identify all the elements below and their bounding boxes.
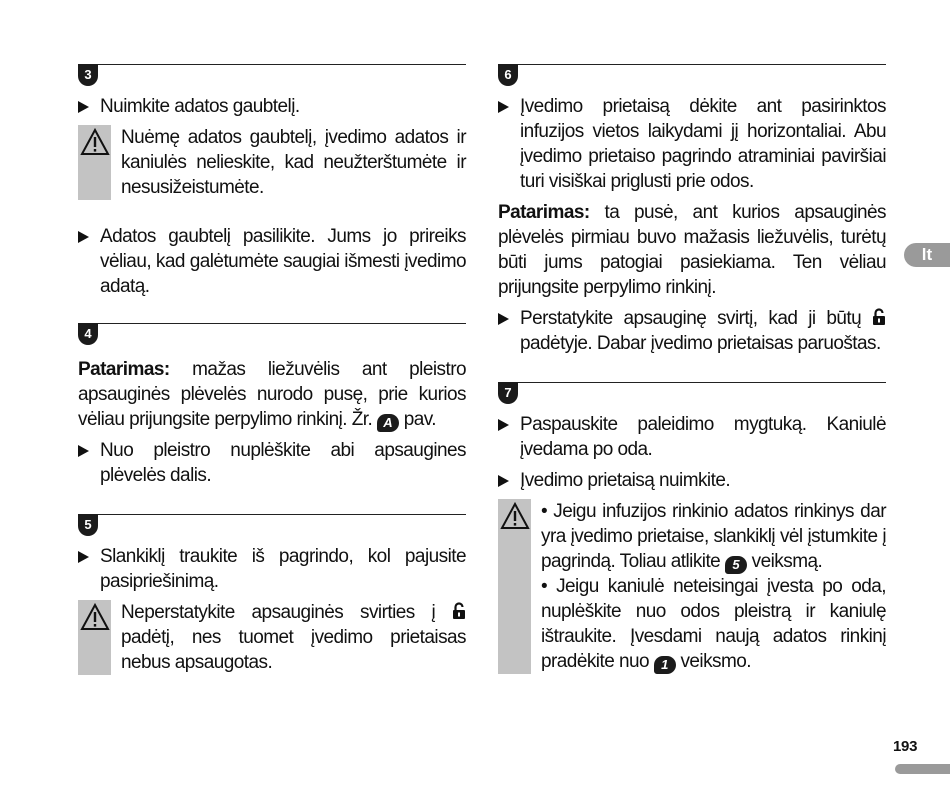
left-column [78, 64, 466, 683]
bullet-arrow-icon [78, 231, 89, 243]
instruction-text: Nuimkite adatos gaubtelį. [100, 96, 300, 117]
bullet-arrow-icon [498, 101, 509, 113]
step-3 [78, 64, 466, 299]
warning-text [121, 600, 466, 675]
figure-a-icon: A [377, 414, 399, 432]
step-7-warning [498, 499, 886, 674]
step-divider [88, 323, 466, 324]
bullet-arrow-icon [78, 101, 89, 113]
step-4-instruction-1 [78, 438, 466, 488]
unlock-icon [872, 308, 886, 326]
language-tab: lt [904, 243, 950, 267]
instruction-text: Adatos gaubtelį pasilikite. Jums jo prireiks vėliau, kad galėtumėte saugiai išmesti įvedimo adatą. [100, 226, 466, 297]
page-number: 193 [893, 738, 918, 755]
warning-bar [78, 125, 111, 200]
step-5-reference-icon: 5 [725, 556, 747, 574]
step-number-badge: 3 [78, 64, 98, 86]
warning-item-1 [541, 499, 886, 574]
warning-text-start: Neperstatykite apsauginės svirties į [121, 602, 436, 623]
unlock-icon [452, 602, 466, 620]
warning-bar [498, 499, 531, 674]
step-5 [78, 514, 466, 675]
step-5-header [78, 514, 466, 544]
tip-label: Patarimas: [78, 359, 170, 380]
bullet-arrow-icon [498, 419, 509, 431]
step-3-warning [78, 125, 466, 200]
warning-triangle-icon [500, 502, 530, 530]
warning-bar [78, 600, 111, 675]
instruction-text: Slankiklį traukite iš pagrindo, kol pajusite pasipriešinimą. [100, 546, 466, 592]
tip-text: ta pusė, ant kurios apsauginės plėvelės pirmiau buvo mažasis liežuvėlis, turėtų būti jums patogiai pasiekiama. Ten vėliau prijungsite perpylimo rinkinį. [498, 202, 886, 298]
step-1-reference-icon: 1 [654, 656, 676, 674]
step-3-header [78, 64, 466, 94]
warning-text-end: padėtį, nes tuomet įvedimo prietaisas nebus apsaugotas. [121, 627, 466, 673]
step-6-instruction-1 [498, 94, 886, 194]
tip-text: mažas liežuvėlis ant pleistro apsauginės plėvelės nurodo pusę, prie kurios vėliau prijungsite perpylimo rinkinį. Žr. [78, 359, 466, 430]
instruction-text: Įvedimo prietaisą dėkite ant pasirinktos infuzijos vietos laikydami jį horizontaliai. Abu įvedimo prietaiso pagrindo atraminiai paviršiai turi visiškai priglusti prie odos. [520, 96, 886, 192]
warning-text: • Jeigu kaniulė neteisingai įvesta po oda, nuplėškite nuo odos pleistrą ir kaniulę ištraukite. Įvesdami naują adatos rinkinį pradėkite nuo [541, 576, 886, 672]
step-6-header [498, 64, 886, 94]
step-5-instruction-1 [78, 544, 466, 594]
step-6 [498, 64, 886, 356]
step-3-instruction-1 [78, 94, 466, 119]
step-number-badge: 5 [78, 514, 98, 536]
step-7-instruction-2 [498, 468, 886, 493]
step-number-badge: 6 [498, 64, 518, 86]
right-column [498, 64, 886, 682]
step-7-header [498, 382, 886, 412]
warning-text-end: veiksmą. [751, 551, 823, 572]
warning-triangle-icon [80, 128, 110, 156]
step-6-instruction-2 [498, 306, 886, 356]
step-4 [78, 323, 466, 488]
tip-text-end: pav. [403, 409, 437, 430]
warning-text: Nuėmę adatos gaubtelį, įvedimo adatos ir kaniulės nelieskite, kad neužterštumėte ir nesusižeistumėte. [121, 127, 466, 198]
step-number-badge: 4 [78, 323, 98, 345]
instruction-text-end: padėtyje. Dabar įvedimo prietaisas paruoštas. [520, 333, 881, 354]
page-number-bar [895, 764, 950, 774]
step-divider [88, 514, 466, 515]
tip-label: Patarimas: [498, 202, 590, 223]
instruction-text: Įvedimo prietaisą nuimkite. [520, 470, 731, 491]
warning-item-2 [541, 574, 886, 674]
step-7 [498, 382, 886, 674]
warning-triangle-icon [80, 603, 110, 631]
instruction-text: Nuo pleistro nuplėškite abi apsaugines plėvelės dalis. [100, 440, 466, 486]
instruction-text: Paspauskite paleidimo mygtuką. Kaniulė įvedama po oda. [520, 414, 886, 460]
bullet-arrow-icon [78, 551, 89, 563]
warning-text: • Jeigu infuzijos rinkinio adatos rinkinys dar yra įvedimo prietaise, slankiklį vėl įstumkite į pagrindą. Toliau atlikite [541, 501, 886, 572]
step-5-warning [78, 600, 466, 675]
step-divider [88, 64, 466, 65]
step-4-header [78, 323, 466, 353]
bullet-arrow-icon [498, 475, 509, 487]
instruction-text: Perstatykite apsauginę svirtį, kad ji būtų [520, 308, 862, 329]
step-divider [508, 64, 886, 65]
bullet-arrow-icon [498, 313, 509, 325]
bullet-arrow-icon [78, 445, 89, 457]
step-number-badge: 7 [498, 382, 518, 404]
step-7-instruction-1 [498, 412, 886, 462]
warning-text-end: veiksmo. [680, 651, 752, 672]
step-divider [508, 382, 886, 383]
step-4-tip [78, 357, 466, 432]
step-3-instruction-2 [78, 224, 466, 299]
step-6-tip [498, 200, 886, 300]
